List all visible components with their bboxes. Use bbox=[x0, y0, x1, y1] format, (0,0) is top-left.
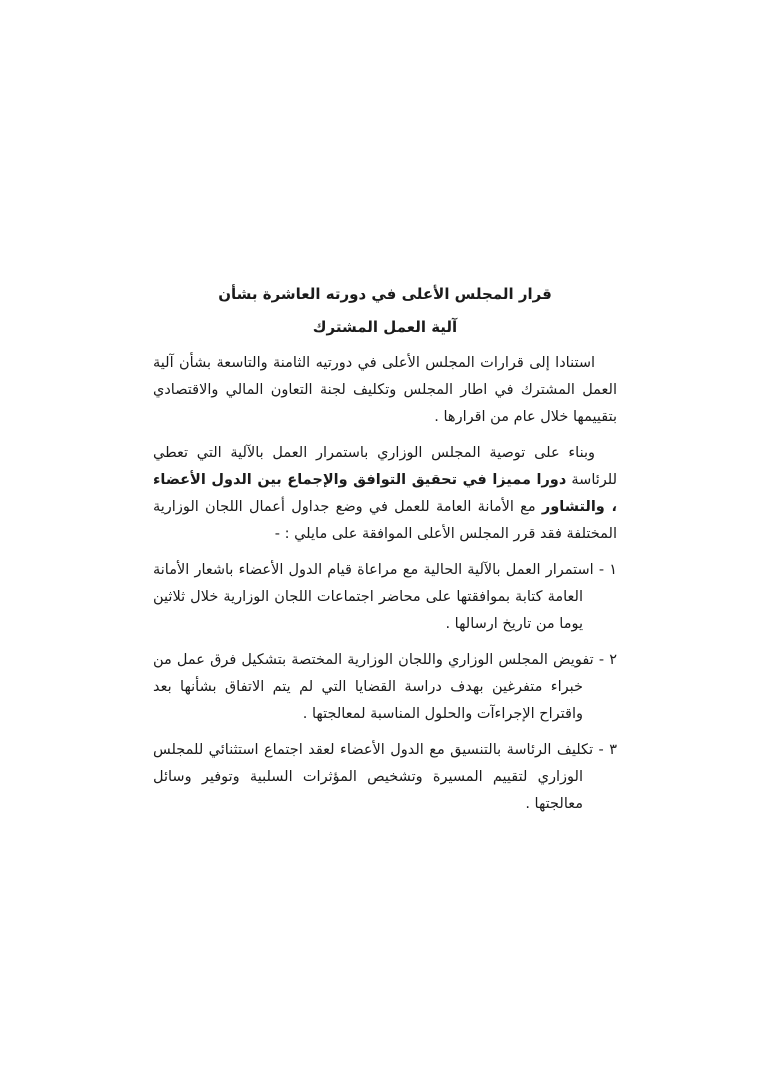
paragraph-preamble-1-text: استنادا إلى قرارات المجلس الأعلى في دورتيه الثامنة والتاسعة بشأن آلية العمل المشترك في اطار المجلس وتكليف لجنة التعاون المالي والاقتصادي بتقييمها خلال عام من اقرارها . bbox=[153, 355, 617, 425]
document-content bbox=[153, 281, 617, 818]
list-item-1 bbox=[153, 557, 617, 638]
paragraph-preamble-2-part3: مع الأمانة العامة للعمل في وضع جداول أعمال اللجان الوزارية المختلفة فقد قرر المجلس الأعلى الموافقة على مايلي : - bbox=[153, 499, 617, 542]
document-title-line1: قرار المجلس الأعلى في دورته العاشرة بشأن bbox=[218, 285, 552, 303]
paragraph-preamble-2-emphasis: دورا مميزا في تحقيق التوافق والإجماع بين الدول الأعضاء ، والتشاور bbox=[153, 472, 617, 515]
list-item-2-text: تفويض المجلس الوزاري واللجان الوزارية المختصة بتشكيل فرق عمل من خبراء متفرغين بهدف دراسة القضايا التي لم يتم الاتفاق بشأنها بعد واقتراح الإجراءآت والحلول المناسبة لمعالجتها . bbox=[153, 652, 594, 722]
list-item-3-number: ٣ - bbox=[598, 742, 618, 758]
list-item-2 bbox=[153, 647, 617, 728]
paragraph-preamble-1 bbox=[153, 350, 617, 431]
paragraph-preamble-2-part1: وبناء على توصية المجلس الوزاري باستمرار العمل بالآلية التي تعطي للرئاسة bbox=[153, 445, 617, 488]
list-item-3-text: تكليف الرئاسة بالتنسيق مع الدول الأعضاء لعقد اجتماع استثنائي للمجلس الوزاري لتقييم المسيرة وتشخيص المؤثرات السلبية وتوفير وسائل معالجتها . bbox=[153, 742, 594, 812]
list-item-3 bbox=[153, 737, 617, 818]
paragraph-preamble-2 bbox=[153, 440, 617, 548]
list-item-2-number: ٢ - bbox=[598, 652, 618, 668]
list-item-1-number: ١ - bbox=[598, 562, 618, 578]
document-title-line2: آلية العمل المشترك bbox=[312, 318, 458, 336]
list-item-1-text: استمرار العمل بالآلية الحالية مع مراعاة قيام الدول الأعضاء باشعار الأمانة العامة كتابة بموافقتها على محاضر اجتماعات اللجان الوزارية خلال ثلاثين يوما من تاريخ ارسالها . bbox=[153, 562, 594, 632]
